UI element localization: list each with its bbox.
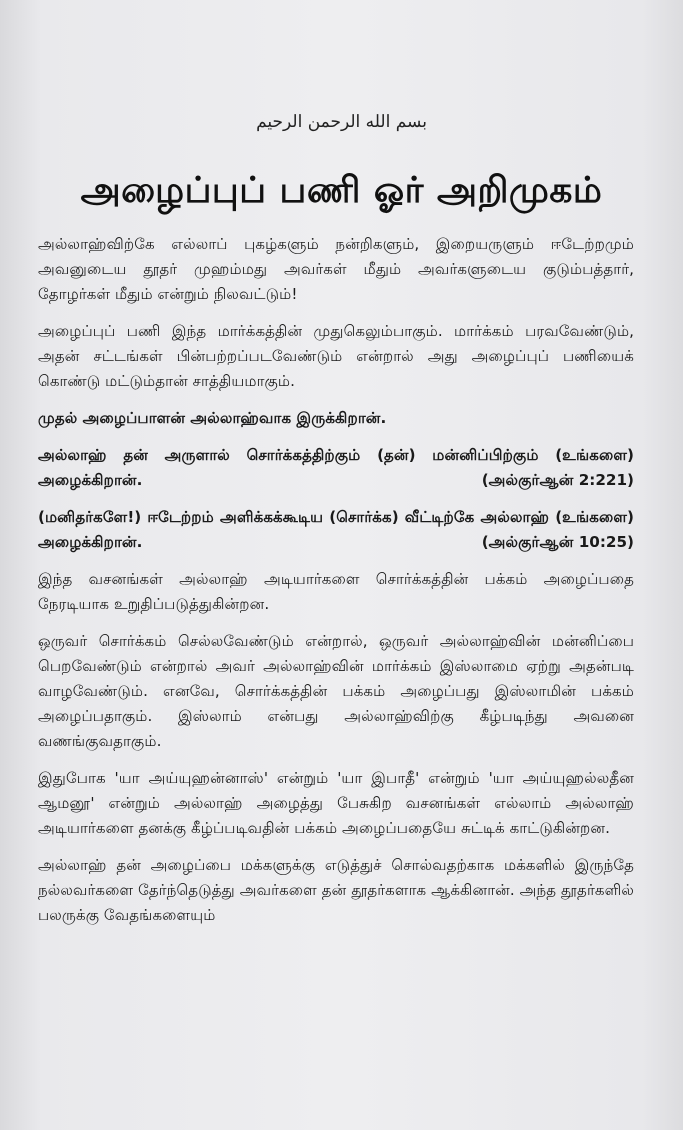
verse-reference: (அல்குர்ஆன் 2:221) [481, 471, 634, 489]
paragraph-praise: அல்லாஹ்விற்கே எல்லாப் புகழ்களும் நன்றிகளும், இறையருளும் ஈடேற்றமும் அவனுடைய தூதர் முஹம்மது அவர்கள் மீதும் அவர்களுடைய குடும்பத்தார், தோழர்கள் மீதும் என்றும் நிலவட்டும்! [38, 235, 634, 303]
paragraph-messengers: அல்லாஹ் தன் அழைப்பை மக்களுக்கு எடுத்துச் சொல்வதற்காக மக்களில் இருந்தே நல்லவர்களை தேர்ந்தெடுத்து அவர்களை தன் தூதர்களாக ஆக்கினான். அந்த தூதர்களில் பலருக்கு வேதங்களையும் [38, 856, 634, 924]
quran-verse-10-25 [38, 505, 634, 555]
bismillah-calligraphy: بسم الله الرحمن الرحيم [256, 112, 427, 132]
paragraph-verses-confirm: இந்த வசனங்கள் அல்லாஹ் அடியார்களை சொர்க்கத்தின் பக்கம் அழைப்பதை நேரடியாக உறுதிப்படுத்துகின்றன. [38, 570, 634, 613]
paragraph-first-caller: முதல் அழைப்பாளன் அல்லாஹ்வாக இருக்கிறான். [38, 409, 387, 427]
paragraph-calls: இதுபோக 'யா அய்யுஹன்னாஸ்' என்றும் 'யா இபாதீ' என்றும் 'யா அய்யுஹல்லதீன ஆமனூ' என்றும் அல்லாஹ் அழைத்து பேசுகிற வசனங்கள் எல்லாம் அல்லாஹ் அடியார்களை தனக்கு கீழ்ப்படிவதின் பக்கம் அழைப்பதையே சுட்டிக் காட்டுகின்றன. [38, 769, 634, 837]
verse-text: அல்லாஹ் தன் அருளால் சொர்க்கத்திற்கும் (தன்) மன்னிப்பிற்கும் (உங்களை) அழைக்கிறான். [38, 446, 634, 489]
page-title: அழைப்புப் பணி ஓர் அறிமுகம் [80, 170, 603, 211]
quran-verse-2-221 [38, 443, 634, 493]
body-text [38, 232, 634, 940]
verse-reference: (அல்குர்ஆன் 10:25) [481, 533, 634, 551]
verse-text: (மனிதர்களே!) ஈடேற்றம் அளிக்கக்கூடிய (சொர்க்க) வீட்டிற்கே அல்லாஹ் (உங்களை) அழைக்கிறான். [38, 508, 634, 551]
paragraph-islam-path: ஒருவர் சொர்க்கம் செல்லவேண்டும் என்றால், ஒருவர் அல்லாஹ்வின் மன்னிப்பை பெறவேண்டும் என்றால் அவர் அல்லாஹ்வின் மார்க்கம் இஸ்லாமை ஏற்று அதன்படி வாழவேண்டும். எனவே, சொர்க்கத்தின் பக்கம் அழைப்பது இஸ்லாமின் பக்கம் அழைப்பதாகும். இஸ்லாம் என்பது அல்லாஹ்விற்கு கீழ்படிந்து அவனை வணங்குவதாகும். [38, 632, 634, 750]
paragraph-backbone: அழைப்புப் பணி இந்த மார்க்கத்தின் முதுகெலும்பாகும். மார்க்கம் பரவவேண்டும், அதன் சட்டங்கள் பின்பற்றப்படவேண்டும் என்றால் அது அழைப்புப் பணியைக் கொண்டு மட்டும்தான் சாத்தியமாகும். [38, 322, 634, 390]
